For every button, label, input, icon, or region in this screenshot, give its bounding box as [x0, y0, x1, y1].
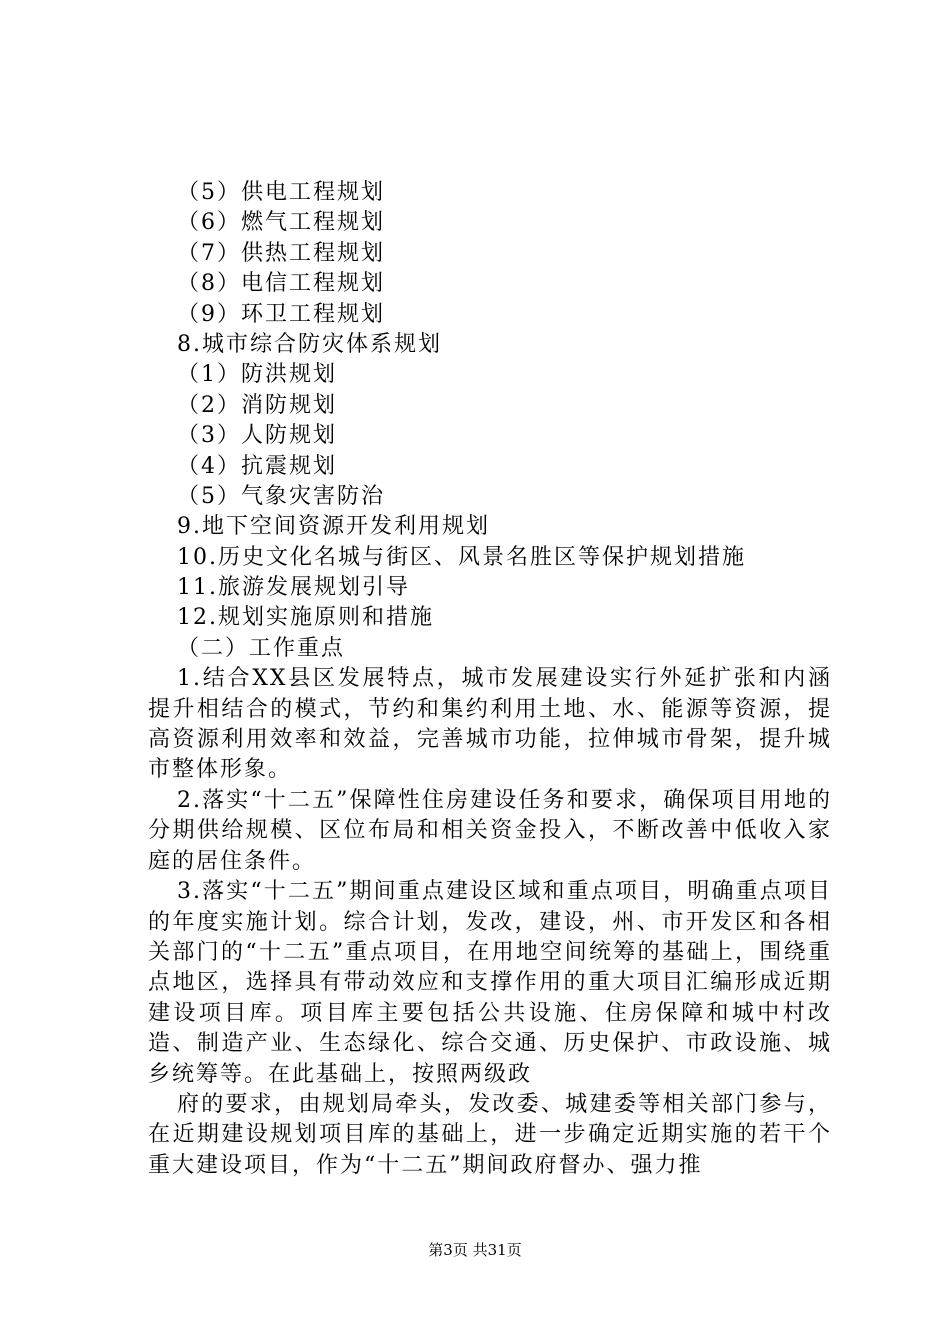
outline-item-sanitation: （9）环卫工程规划 [177, 301, 385, 327]
outline-heading-disaster-prevention: 8.城市综合防灾体系规划 [177, 331, 442, 357]
outline-item-gas: （6）燃气工程规划 [177, 210, 385, 236]
paragraph-4: 府的要求，由规划局牵头，发改委、城建委等相关部门参与，在近期建设规划项目库的基础上，进一步确定近期实施的若干个重大建设项目，作为“十二五”期间政府督办、强力推 [148, 1091, 832, 1178]
outline-heading-heritage: 10.历史文化名城与街区、风景名胜区等保护规划措施 [177, 544, 746, 570]
document-body [148, 178, 832, 1181]
page-number: 第3页 共31页 [428, 1241, 522, 1259]
section-heading-work-focus: （二）工作重点 [177, 635, 346, 661]
outline-item-civil-defense: （3）人防规划 [177, 423, 337, 449]
outline-item-telecom: （8）电信工程规划 [177, 271, 385, 297]
outline-item-flood: （1）防洪规划 [177, 362, 337, 388]
page-footer [0, 1240, 950, 1260]
outline-item-heating: （7）供热工程规划 [177, 240, 385, 266]
outline-item-earthquake: （4）抗震规划 [177, 453, 337, 479]
paragraph-1: 1.结合XX县区发展特点，城市发展建设实行外延扩张和内涵提升相结合的模式，节约和集约利用土地、水、能源等资源，提高资源利用效率和效益，完善城市功能，拉伸城市骨架，提升城市整体形象。 [148, 666, 832, 783]
outline-item-weather: （5）气象灾害防治 [177, 483, 385, 509]
paragraph-3: 3.落实“十二五”期间重点建设区域和重点项目，明确重点项目的年度实施计划。综合计划，发改，建设，州、市开发区和各相关部门的“十二五”重点项目，在用地空间统筹的基础上，围绕重点地区，选择具有带动效应和支撑作用的重大项目汇编形成近期建设项目库。项目库主要包括公共设施、住房保障和城中村改造、制造产业、生态绿化、综合交通、历史保护、市政设施、城乡统筹等。在此基础上，按照两级政 [148, 879, 832, 1087]
outline-heading-underground: 9.地下空间资源开发利用规划 [177, 514, 490, 540]
outline-item-fire: （2）消防规划 [177, 392, 337, 418]
outline-item-power-supply: （5）供电工程规划 [177, 180, 385, 205]
outline-heading-implementation: 12.规划实施原则和措施 [177, 605, 434, 631]
outline-heading-tourism: 11.旅游发展规划引导 [177, 575, 410, 601]
paragraph-2: 2.落实“十二五”保障性住房建设任务和要求，确保项目用地的分期供给规模、区位布局和相关资金投入，不断改善中低收入家庭的居住条件。 [148, 787, 832, 874]
